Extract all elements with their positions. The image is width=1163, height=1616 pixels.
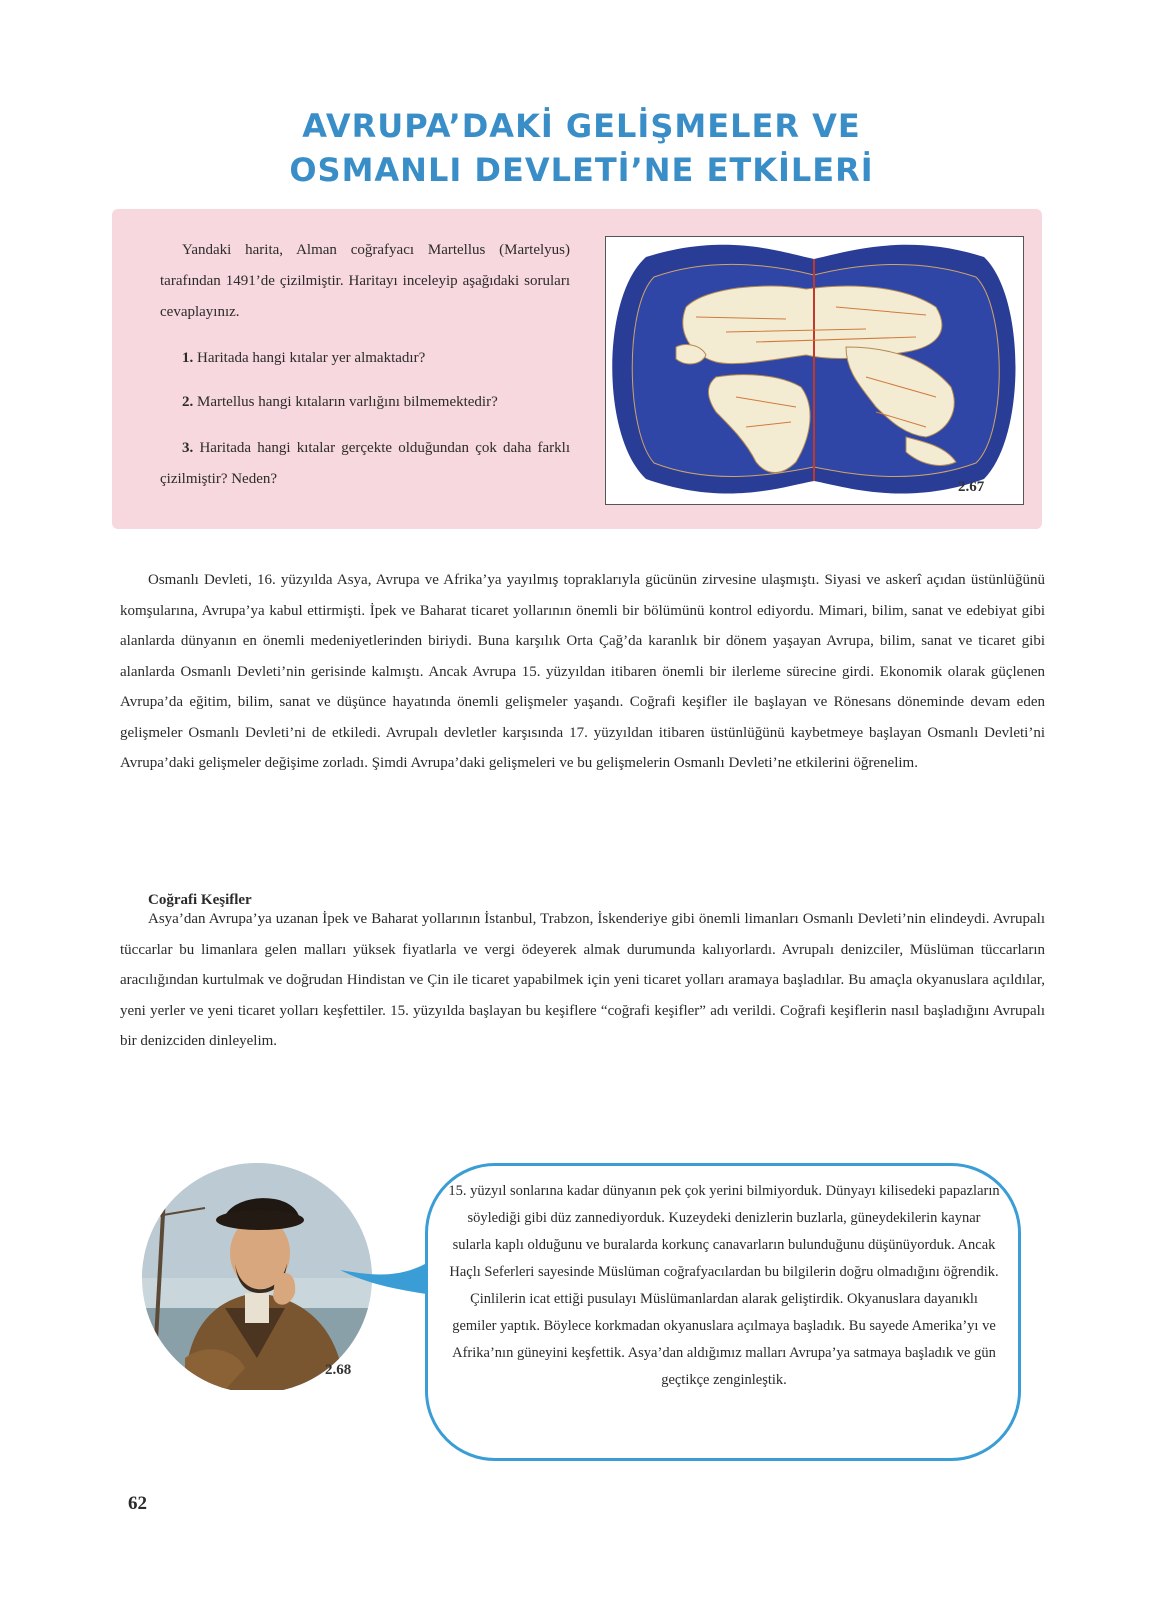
- question-number: 3.: [182, 440, 194, 456]
- page-number: 62: [128, 1493, 147, 1514]
- question-1: [160, 343, 570, 374]
- activity-intro: Yandaki harita, Alman coğrafyacı Martellus (Martelyus) tarafından 1491’de çizilmiştir. Haritayı inceleyip aşağıdaki soruları cevaplayınız.: [160, 242, 570, 320]
- title-line-2: OSMANLI DEVLETİ’NE ETKİLERİ: [289, 151, 874, 189]
- speech-text: 15. yüzyıl sonlarına kadar dünyanın pek çok yerini bilmiyorduk. Dünyayı kilisedeki papazların söylediği gibi düz zannediyorduk. Kuzeydeki denizlerin buzlarla, güneydekilerin kaynar sularla kaplı olduğunu ve buralarda korkunç canavarların bulunduğunu düşünüyorduk. Ancak Haçlı Seferleri sayesinde Müslüman coğrafyacılardan bu bilgilerin doğru olmadığını öğrendik. Çinlilerin icat ettiği pusulayı Müslümanlardan alarak geliştirdik. Okyanuslara dayanıklı gemiler yaptık. Böylece korkmadan okyanuslara açılmaya başladık. Bu sayede Amerika’yı ve Afrika’nın güneyini keşfettik. Asya’dan aldığımız malları Avrupa’ya satmaya başladık ve gün geçtikçe zenginleştik.: [448, 1183, 1000, 1388]
- section-heading: Coğrafi Keşifler: [148, 892, 252, 908]
- question-text: Haritada hangi kıtalar gerçekte olduğundan çok daha farklı çizilmiştir? Neden?: [160, 440, 571, 487]
- section-paragraph: Asya’dan Avrupa’ya uzanan İpek ve Baharat yollarının İstanbul, Trabzon, İskenderiye gibi önemli limanları Osmanlı Devleti’nin elindeydi. Avrupalı tüccarlar bu limanlara gelen malları yüksek fiyatlarla ve vergi ödeyerek almak durumunda kalıyorlardı. Avrupalı denizciler, Müslüman tüccarların aracılığından kurtulmak ve doğrudan Hindistan ve Çin ile ticaret yapabilmek için yeni ticaret yolları aramaya başladılar. Bu amaçla okyanuslara açıldılar, yeni yerler ve yeni ticaret yolları keşfettiler. 15. yüzyılda başlayan bu keşiflere “coğrafi keşifler” adı verildi. Coğrafi keşiflerin nasıl başladığını Avrupalı bir denizciden dinleyelim.: [120, 911, 1045, 1049]
- question-3: [160, 433, 570, 495]
- question-text: Martellus hangi kıtaların varlığını bilmemektedir?: [197, 394, 498, 410]
- intro-paragraph: Osmanlı Devleti, 16. yüzyılda Asya, Avrupa ve Afrika’ya yayılmış topraklarıyla gücünün zirvesine ulaşmıştı. Siyasi ve askerî açıdan üstünlüğünü komşularına, Avrupa’ya kabul ettirmişti. İpek ve Baharat ticaret yollarının önemli bir bölümünü kontrol ediyordu. Mimari, bilim, sanat ve edebiyat gibi alanlarda dünyanın en önemli medeniyetlerinden biriydi. Buna karşılık Orta Çağ’da karanlık bir dönem yaşayan Avrupa, bilim, sanat ve ticaret gibi alanlarda Osmanlı Devleti’nin gerisinde kalmıştı. Ancak Avrupa 15. yüzyıldan itibaren önemli bir ilerleme sürecine girdi. Ekonomik olarak güçlenen Avrupa’da eğitim, bilim, sanat ve düşünce hayatında önemli gelişmeler yaşandı. Coğrafi keşifler ile başlayan ve Rönesans döneminde devam eden gelişmeler Osmanlı Devleti’ni de etkiledi. Avrupalı devletler karşısında 17. yüzyıldan itibaren üstünlüğünü kaybetmeye başlayan Osmanlı Devleti’ni Avrupa’daki gelişmeler değişime zorladı. Şimdi Avrupa’daki gelişmeleri ve bu gelişmelerin Osmanlı Devleti’ne etkilerini öğrenelim.: [120, 572, 1045, 771]
- title-line-1: AVRUPA’DAKİ GELİŞMELER VE: [302, 107, 861, 145]
- speech-bubble: [425, 1163, 1021, 1461]
- question-2: [160, 387, 570, 418]
- figure-label: 2.68: [325, 1362, 352, 1378]
- activity-box: [112, 209, 1042, 529]
- martellus-map-figure: [605, 236, 1024, 505]
- question-text: Haritada hangi kıtalar yer almaktadır?: [197, 350, 426, 366]
- figure-label: 2.67: [958, 479, 985, 495]
- question-number: 2.: [182, 394, 194, 410]
- question-number: 1.: [182, 350, 194, 366]
- martellus-map: [606, 237, 1023, 504]
- page-title: [0, 104, 1163, 192]
